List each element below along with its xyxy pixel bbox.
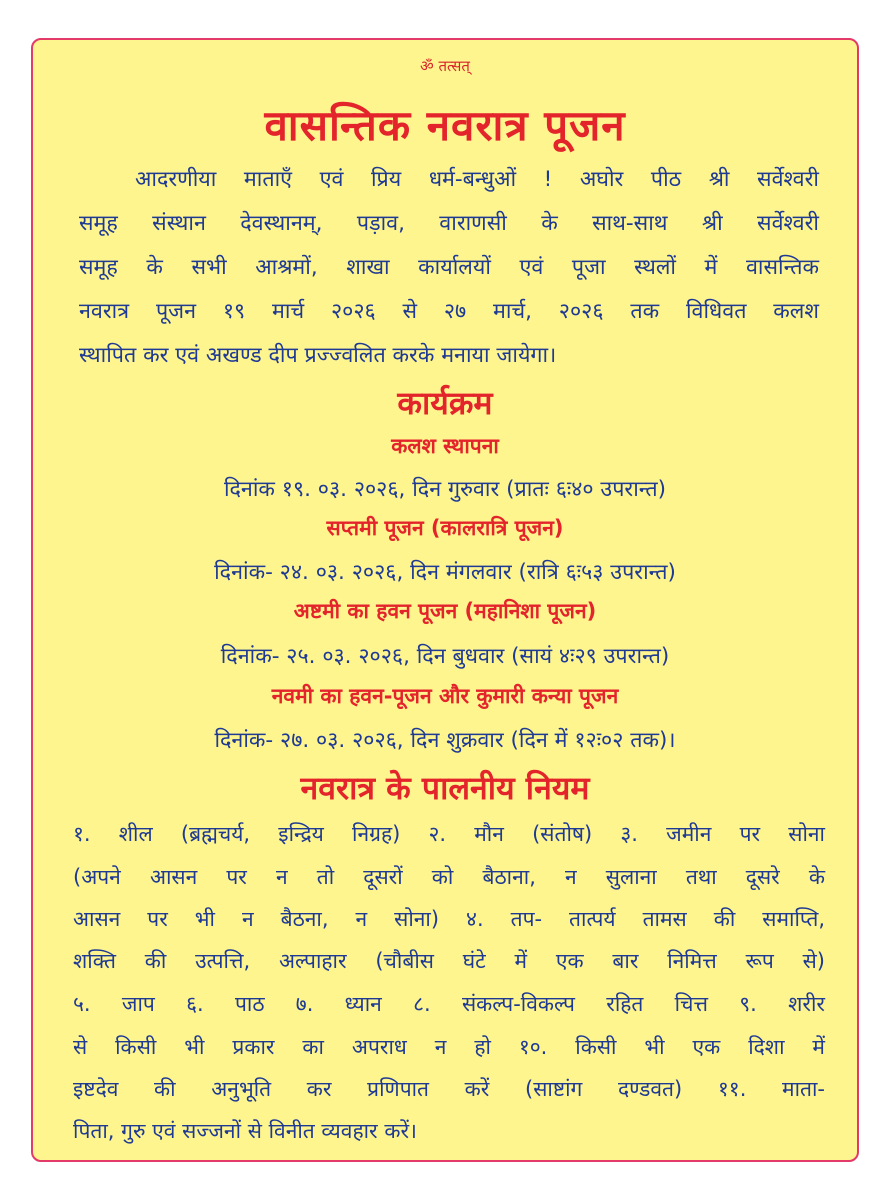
- event-date: दिनांक- २४. ०३. २०२६, दिन मंगलवार (रात्रि ६ः५३ उपरान्त): [214, 560, 676, 585]
- rule-line: शक्ति की उत्पत्ति, अल्पाहार (चौबीस घंटे में एक बार निमित्त रूप से): [73, 949, 825, 973]
- intro-line: आदरणीया माताएँ एवं प्रिय धर्म-बन्धुओं ! अघोर पीठ श्री सर्वेश्वरी: [135, 167, 819, 192]
- event-date: दिनांक- २५. ०३. २०२६, दिन बुधवार (सायं ४ः२९ उपरान्त): [220, 644, 670, 669]
- event-date: दिनांक १९. ०३. २०२६, दिन गुरुवार (प्रातः ६ः४० उपरान्त): [223, 477, 667, 502]
- invocation-text: ॐ तत्सत्: [420, 57, 470, 75]
- rule-line: ५. जाप ६. पाठ ७. ध्यान ८. संकल्प-विकल्प रहित चित्त ९. शरीर: [73, 992, 825, 1016]
- rule-line: पिता, गुरु एवं सज्जनों से विनीत व्यवहार करें।: [73, 1119, 417, 1143]
- intro-line: समूह संस्थान देवस्थानम्, पड़ाव, वाराणसी के साथ-साथ श्री सर्वेश्वरी: [79, 211, 819, 236]
- event-name: नवमी का हवन-पूजन और कुमारी कन्या पूजन: [271, 684, 619, 708]
- rule-line: (अपने आसन पर न तो दूसरों को बैठाना, न सुलाना तथा दूसरे के: [73, 865, 825, 889]
- rules-heading: नवरात्र के पालनीय नियम: [300, 769, 590, 807]
- event-name: सप्तमी पूजन (कालरात्रि पूजन): [326, 516, 564, 540]
- program-heading: कार्यक्रम: [397, 384, 493, 422]
- rule-line: से किसी भी प्रकार का अपराध न हो १०. किसी भी एक दिशा में: [73, 1035, 825, 1059]
- intro-line: समूह के सभी आश्रमों, शाखा कार्यालयों एवं पूजा स्थलों में वासन्तिक: [79, 255, 819, 280]
- rule-line: आसन पर भी न बैठना, न सोना) ४. तप- तात्पर्य तामस की समाप्ति,: [73, 907, 825, 931]
- intro-line: नवरात्र पूजन १९ मार्च २०२६ से २७ मार्च, २०२६ तक विधिवत कलश: [79, 299, 819, 324]
- rule-line: १. शील (ब्रह्मचर्य, इन्द्रिय निग्रह) २. मौन (संतोष) ३. जमीन पर सोना: [73, 822, 825, 846]
- event-name: कलश स्थापना: [391, 434, 499, 458]
- event-name: अष्टमी का हवन पूजन (महानिशा पूजन): [293, 599, 597, 623]
- rule-line: इष्टदेव की अनुभूति कर प्रणिपात करें (साष्टांग दण्डवत) ११. माता-: [73, 1077, 825, 1101]
- notice-card: [31, 38, 859, 1162]
- page-title: वासन्तिक नवरात्र पूजन: [264, 101, 626, 150]
- event-date: दिनांक- २७. ०३. २०२६, दिन शुक्रवार (दिन में १२ः०२ तक)।: [214, 728, 676, 753]
- intro-line: स्थापित कर एवं अखण्ड दीप प्रज्ज्वलित करके मनाया जायेगा।: [79, 343, 557, 368]
